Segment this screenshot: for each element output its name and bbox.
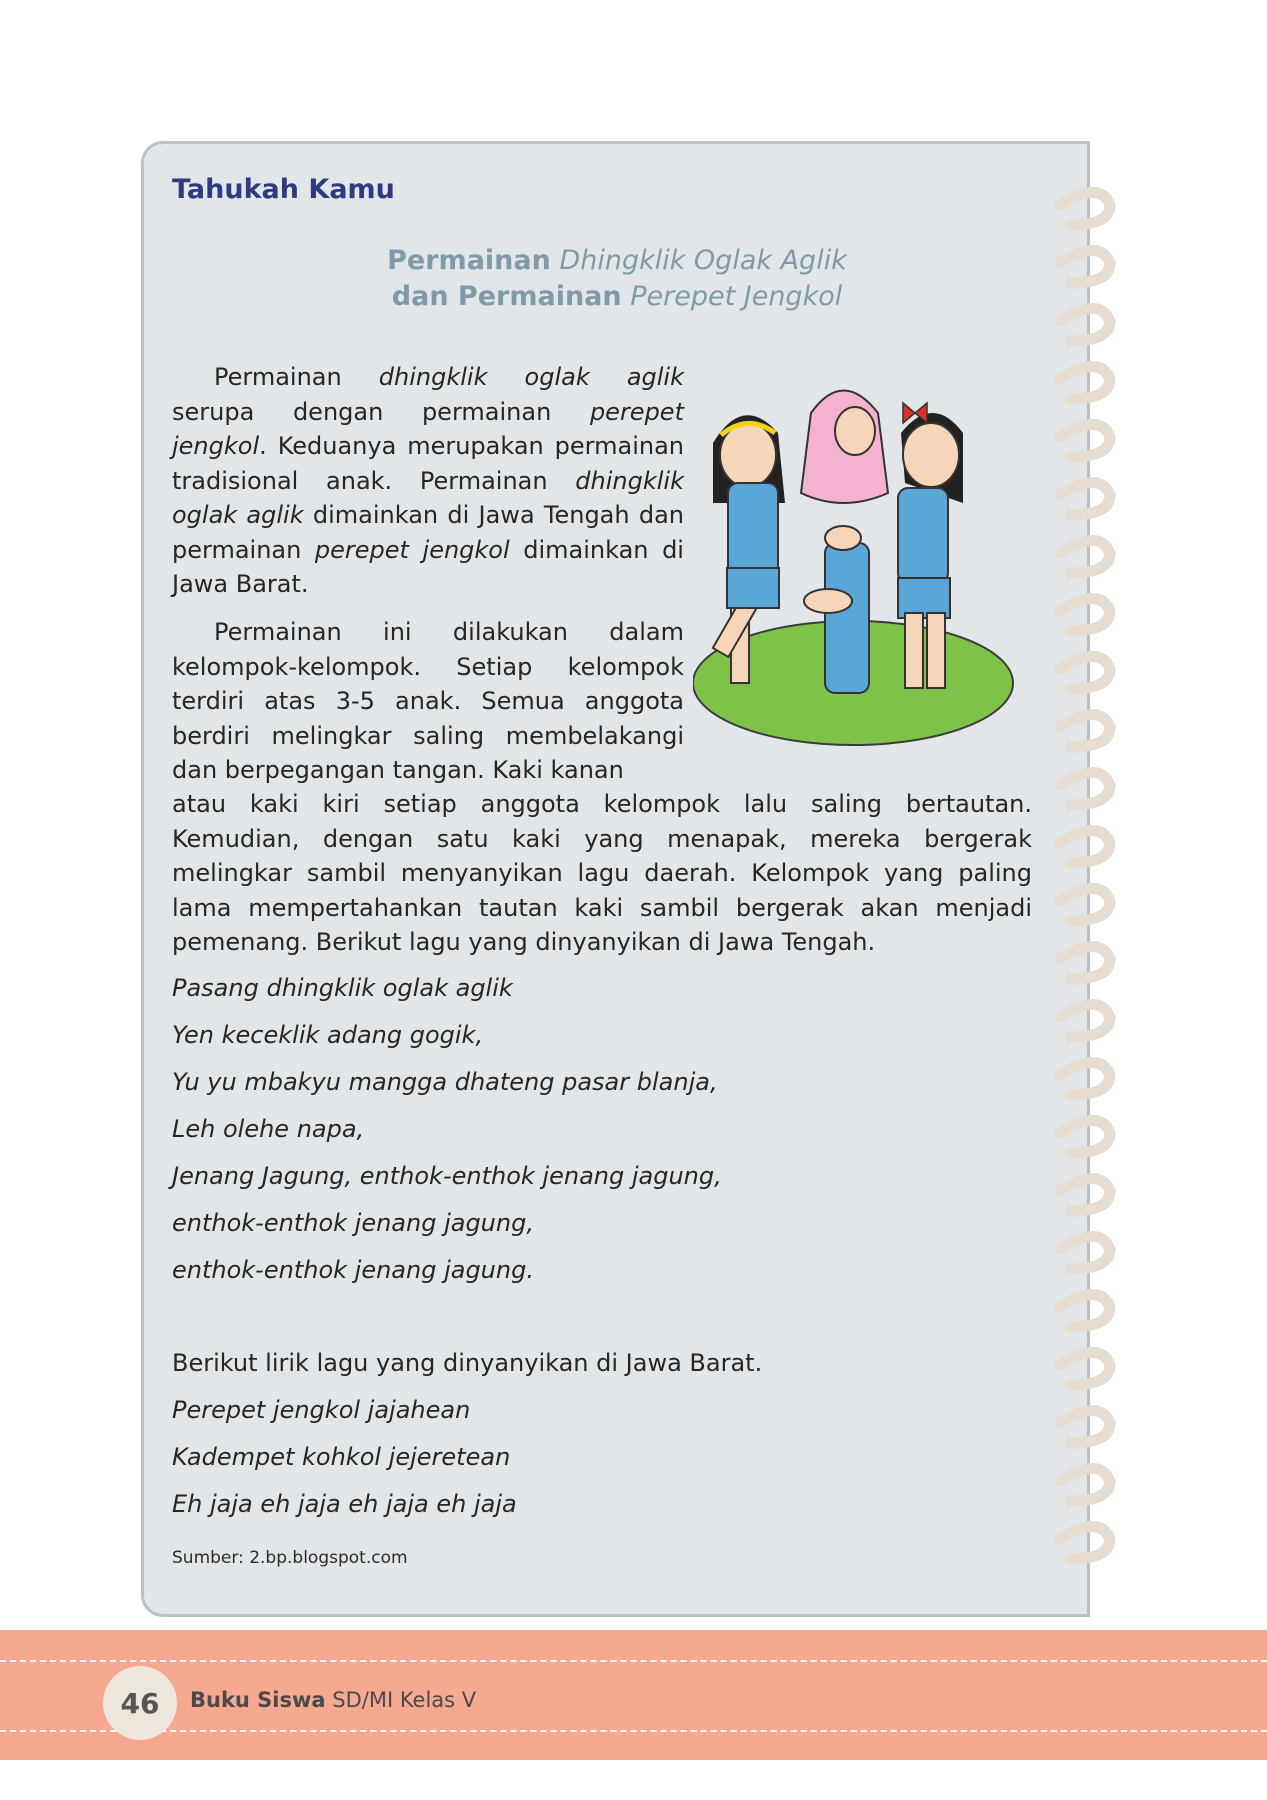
lyric-jt-1: Pasang dhingklik oglak aglik bbox=[172, 974, 513, 1002]
lyric-jt-3: Yu yu mbakyu mangga dhateng pasar blanja, bbox=[172, 1068, 718, 1096]
box-heading: Tahukah Kamu bbox=[172, 174, 395, 205]
title-line2-bold: dan Permainan bbox=[391, 281, 622, 312]
intro-jawa-barat: Berikut lirik lagu yang dinyanyikan di Jawa Barat. bbox=[172, 1349, 763, 1377]
lyric-jb-2: Kadempet kohkol jejeretean bbox=[172, 1443, 511, 1471]
lyric-jt-4: Leh olehe napa, bbox=[172, 1115, 365, 1143]
lyric-jb-1: Perepet jengkol jajahean bbox=[172, 1396, 471, 1424]
lyric-jt-5: Jenang Jagung, enthok-enthok jenang jagung, bbox=[172, 1162, 722, 1190]
footer-dashed-line-bottom bbox=[0, 1730, 1267, 1732]
paragraph-2-part-1: Permainan ini dilakukan dalam kelompok-kelompok. Setiap kelompok terdiri atas 3-5 anak. Semua anggota berdiri melingkar saling membelakangi dan berpegangan tangan. Kaki kanan bbox=[172, 618, 684, 784]
book-title: Buku Siswa SD/MI Kelas V bbox=[190, 1688, 477, 1712]
paragraph-2-part-2: atau kaki kiri setiap anggota kelompok lalu saling bertautan. Kemudian, dengan satu kaki yang menapak, mereka bergerak melingkar sambil menyanyikan lagu daerah. Kelompok yang paling lama mempertahankan tautan kaki sambil bergerak akan menjadi pemenang. Berikut lagu yang dinyanyikan di Jawa Tengah. bbox=[172, 790, 1032, 956]
paragraph-1: Permainan dhingklik oglak aglik serupa dengan permainan perepet jengkol. Keduanya merupakan permainan tradisional anak. Permainan dhingklik oglak aglik dimainkan di Jawa Tengah dan permainan perepet jengkol dimainkan di Jawa Barat. bbox=[172, 363, 684, 598]
source-caption: Sumber: 2.bp.blogspot.com bbox=[172, 1548, 408, 1568]
page-number: 46 bbox=[103, 1666, 177, 1740]
title-line1-bold: Permainan bbox=[387, 245, 551, 276]
children-playing-illustration bbox=[693, 373, 1025, 758]
lyric-jt-6: enthok-enthok jenang jagung, bbox=[172, 1209, 534, 1237]
footer-dashed-line-top bbox=[0, 1660, 1267, 1662]
title-line2-italic: Perepet Jengkol bbox=[630, 281, 843, 312]
box-title bbox=[172, 243, 1062, 315]
title-line1-italic: Dhingklik Oglak Aglik bbox=[559, 245, 847, 276]
lyric-jt-7: enthok-enthok jenang jagung. bbox=[172, 1256, 534, 1284]
lyric-jb-3: Eh jaja eh jaja eh jaja eh jaja bbox=[172, 1490, 517, 1518]
lyric-jt-2: Yen keceklik adang gogik, bbox=[172, 1021, 484, 1049]
spiral-binding bbox=[1050, 185, 1130, 1585]
